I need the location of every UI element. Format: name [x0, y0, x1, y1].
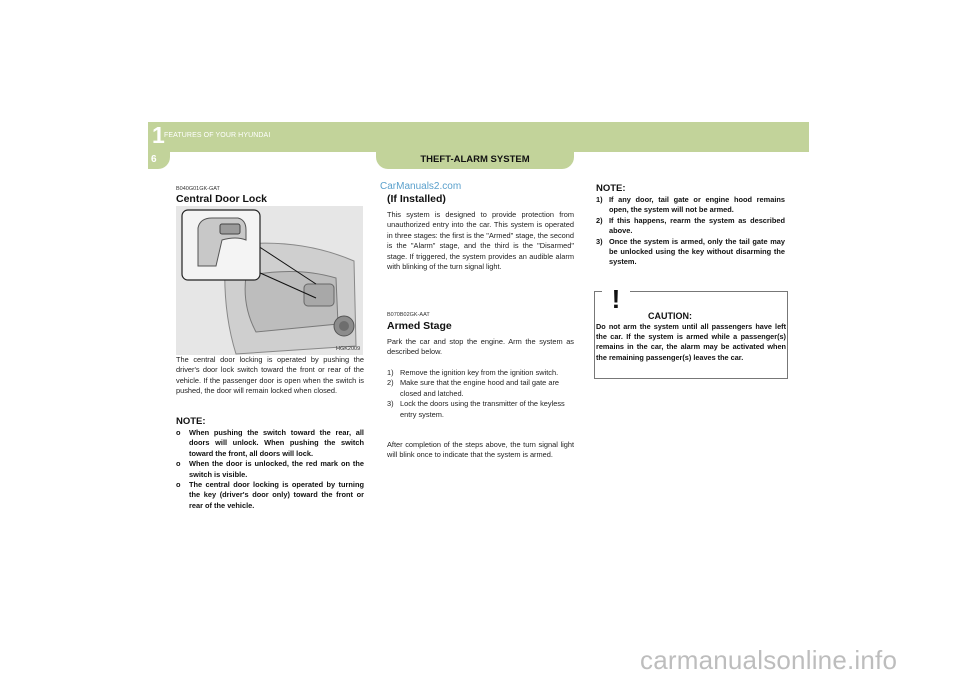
- section-code: B070B02GK-AAT: [387, 312, 430, 318]
- chapter-number: 1: [152, 122, 165, 148]
- left-note-list: [176, 428, 364, 511]
- list-item: o The central door locking is operated by turning the key (driver's door only) toward the front or rear of the vehicle.: [176, 480, 364, 510]
- right-note-title: NOTE:: [596, 183, 626, 194]
- central-lock-body: The central door locking is operated by pushing the driver's door lock switch toward the front or rear of the vehicle. If the passenger door is open when the switch is pushed, the door will remain locked when closed.: [176, 355, 364, 396]
- page-number: 6: [151, 154, 157, 165]
- armed-stage-heading: Armed Stage: [387, 320, 452, 332]
- list-item: 3) Once the system is armed, only the tail gate may be unlocked using the key without disarming the system.: [596, 236, 785, 267]
- list-item: o When the door is unlocked, the red mark on the switch is visible.: [176, 459, 364, 479]
- left-note-title: NOTE:: [176, 416, 206, 427]
- figure-code: HGK2009: [336, 346, 361, 352]
- chapter-title: FEATURES OF YOUR HYUNDAI: [164, 132, 271, 139]
- site-watermark: carmanualsonline.info: [640, 645, 898, 675]
- list-item: 2) Make sure that the engine hood and tail gate are closed and latched.: [387, 378, 560, 398]
- watermark-link[interactable]: CarManuals2.com: [380, 181, 462, 192]
- section-heading: Central Door Lock: [176, 193, 268, 205]
- list-item: 3) Lock the doors using the transmitter of the keyless entry system.: [387, 399, 565, 419]
- section-title: THEFT-ALARM SYSTEM: [420, 154, 530, 165]
- armed-steps-list: [387, 368, 574, 420]
- list-item: 1) If any door, tail gate or engine hood remains open, the system will not be armed.: [596, 195, 785, 215]
- caution-title: CAUTION:: [648, 311, 692, 321]
- door-panel-illustration: [176, 206, 363, 355]
- svg-text:!: !: [611, 285, 621, 311]
- warning-icon: [602, 285, 630, 311]
- list-item: o When pushing the switch toward the rear, all doors will unlock. When pushing the switch toward the front, all doors will lock.: [176, 428, 364, 458]
- theft-alarm-body: This system is designed to provide protection from unauthorized entry into the car. This system is operated in three stages: the first is the "Armed" stage, the second is the "Alarm" stage, and the third is the "Disarmed" stage. If triggered, the system provides an audible alarm with blinking of the turn signal light.: [387, 210, 574, 272]
- list-item: 1) Remove the ignition key from the ignition switch.: [387, 368, 559, 377]
- caution-text: Do not arm the system until all passengers have left the car. If the system is armed while a passenger(s) remains in the car, the alarm may be activated when the remaining passenger(s) leaves the car.: [596, 322, 786, 362]
- armed-after-text: After completion of the steps above, the turn signal light will blink once to indicate that the system is armed.: [387, 440, 574, 460]
- list-item: 2) If this happens, rearm the system as described above.: [596, 215, 785, 236]
- door-lock-figure: [176, 206, 363, 355]
- if-installed-heading: (If Installed): [387, 193, 446, 205]
- armed-stage-intro: Park the car and stop the engine. Arm the system as described below.: [387, 337, 574, 357]
- section-code: B040G01GK-GAT: [176, 186, 220, 192]
- right-note-list: [596, 195, 785, 268]
